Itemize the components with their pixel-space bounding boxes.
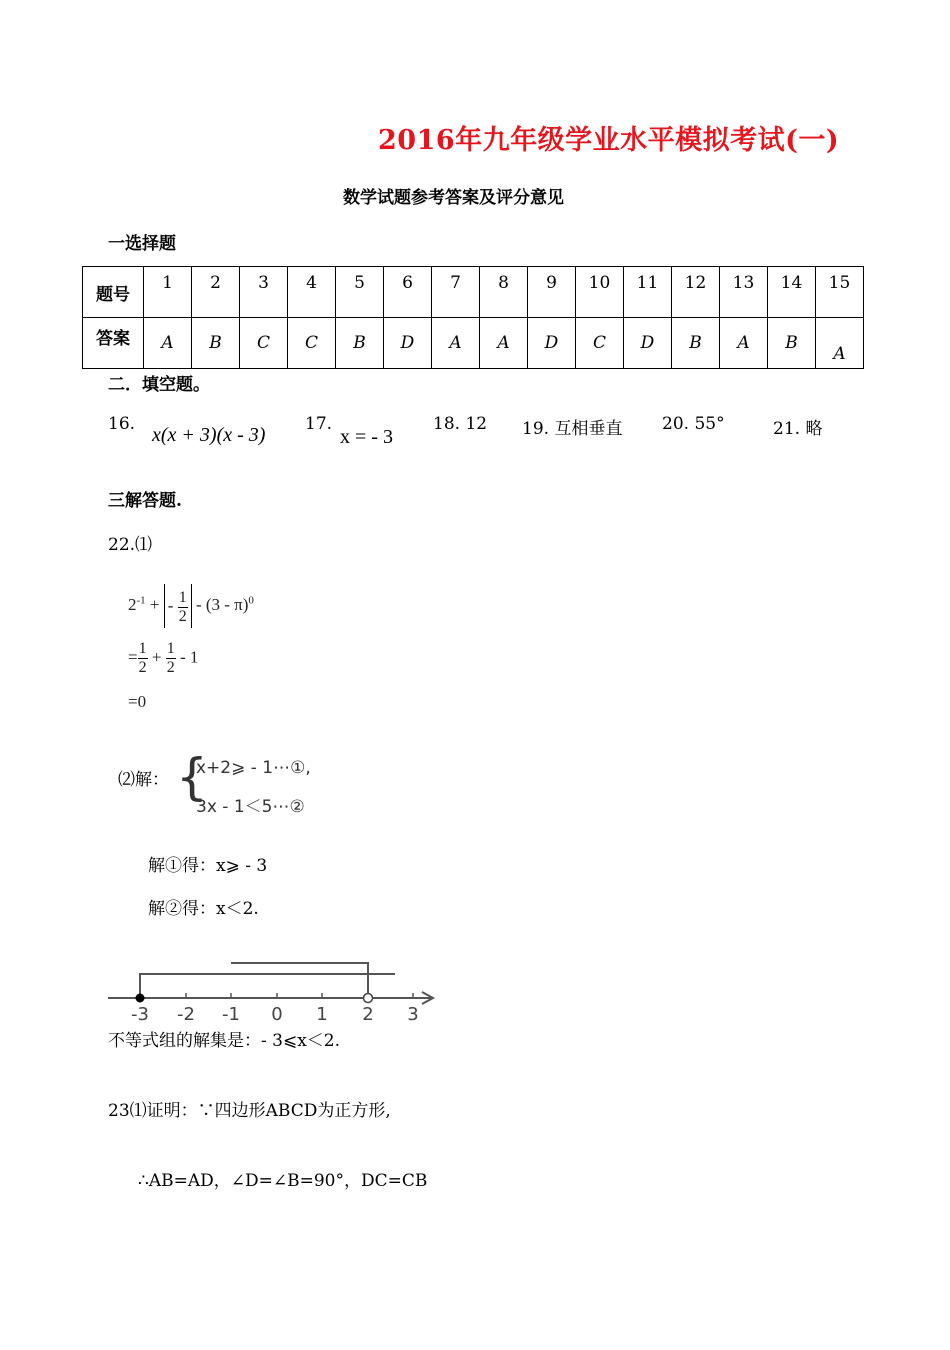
frac-num: 1 [138,640,147,657]
abs-sign: - [167,596,174,615]
fraction-half [178,589,188,626]
solution-conclusion: 不等式组的解集是：- 3⩽x＜2. [108,1031,341,1051]
tick-label: 3 [407,1004,419,1025]
table-cell: 1 [144,267,192,318]
q18-answer: 18. 12 [433,414,488,434]
tick-label: 0 [271,1004,283,1025]
calc-exponent-2: 0 [248,594,254,607]
table-cell: B [768,318,816,369]
table-cell: B [192,318,240,369]
page-subtitle: 数学试题参考答案及评分意见 [343,188,564,208]
table-cell: 13 [720,267,768,318]
calc-base: 2 [128,594,137,614]
table-cell: 2 [192,267,240,318]
q16-answer: x(x + 3)(x - 3) [152,424,266,446]
q20-answer: 20. 55° [662,414,725,434]
table-cell: 15 [816,267,864,318]
minus-one: - 1 [179,647,199,667]
table-cell: B [672,318,720,369]
plus-sign: + [151,647,162,667]
solution-range-line-2 [231,963,368,998]
frac-den: 2 [178,607,187,625]
fraction-half [138,640,148,677]
q23-line-1: 23⑴证明：∵四边形ABCD为正方形, [108,1101,391,1121]
q17-answer: x = - 3 [340,426,393,448]
tick-label: 1 [316,1004,328,1025]
frac-den: 2 [138,659,147,676]
table-cell: 7 [432,267,480,318]
table-cell: B [336,318,384,369]
table-cell: 5 [336,267,384,318]
number-line [100,950,445,1025]
inequality-1-text: x+2⩾ - 1⋯① [196,758,306,778]
row-label-answer: 答案 [83,318,144,369]
calc-line-2 [128,640,198,677]
table-cell: 6 [384,267,432,318]
tick-label: -1 [222,1004,240,1025]
q21-answer: 21. 略 [773,419,823,439]
open-point-icon [364,994,373,1003]
table-cell: 9 [528,267,576,318]
table-cell: C [288,318,336,369]
q16-label: 16. [108,414,136,434]
abs-value [164,584,192,628]
inequality-2: 3x - 1＜5⋯② [196,797,305,817]
table-cell: 11 [624,267,672,318]
table-row-numbers [83,267,864,318]
inequality-1-comma: , [305,758,311,778]
inequality-1 [196,758,311,778]
table-cell: D [384,318,432,369]
table-cell: A [144,318,192,369]
solution-range-line-1 [140,974,395,998]
calc-line-1 [128,584,254,628]
q23-line-2: ∴AB=AD，∠D=∠B=90°，DC=CB [138,1171,428,1191]
tick-label: -2 [177,1004,195,1025]
section-solutions: 三解答题. [108,491,182,511]
page-title: 2016年九年级学业水平模拟考试(一) [378,125,840,156]
frac-num: 1 [166,640,175,657]
table-row-answers [83,318,864,369]
solution-2: 解②得：x＜2. [148,899,259,919]
answer-table [82,266,864,369]
fraction-half [166,640,176,677]
frac-num: 1 [178,588,187,606]
table-cell: A [816,318,864,369]
table-cell: A [720,318,768,369]
row-label-number: 题号 [83,267,144,318]
calc-exponent: -1 [136,594,146,607]
table-cell: 12 [672,267,720,318]
table-cell: C [576,318,624,369]
table-cell: A [432,318,480,369]
section-multiple-choice: 一选择题 [108,234,176,254]
section-fill-in: 二．填空题。 [108,375,210,395]
table-cell: 3 [240,267,288,318]
table-cell: 14 [768,267,816,318]
table-cell: 4 [288,267,336,318]
solution-1: 解①得：x⩾ - 3 [148,856,268,876]
closed-point-icon [136,994,145,1003]
tick-label: -3 [131,1004,149,1025]
table-cell: D [528,318,576,369]
table-cell: C [240,318,288,369]
q17-label: 17. [305,414,333,434]
table-cell: 8 [480,267,528,318]
table-cell: A [480,318,528,369]
q19-answer: 19. 互相垂直 [522,419,623,439]
tick-label: 2 [362,1004,374,1025]
table-cell: D [624,318,672,369]
part2-label: ⑵解： [118,770,169,790]
table-cell: 10 [576,267,624,318]
calc-line-3: =0 [128,692,147,711]
eq-sign: = [128,647,138,667]
calc-tail: - (3 - π) [191,594,249,614]
system-brace: { [176,748,208,806]
frac-den: 2 [166,659,175,676]
calc-plus: + [145,594,164,614]
q22-label: 22.⑴ [108,535,153,555]
